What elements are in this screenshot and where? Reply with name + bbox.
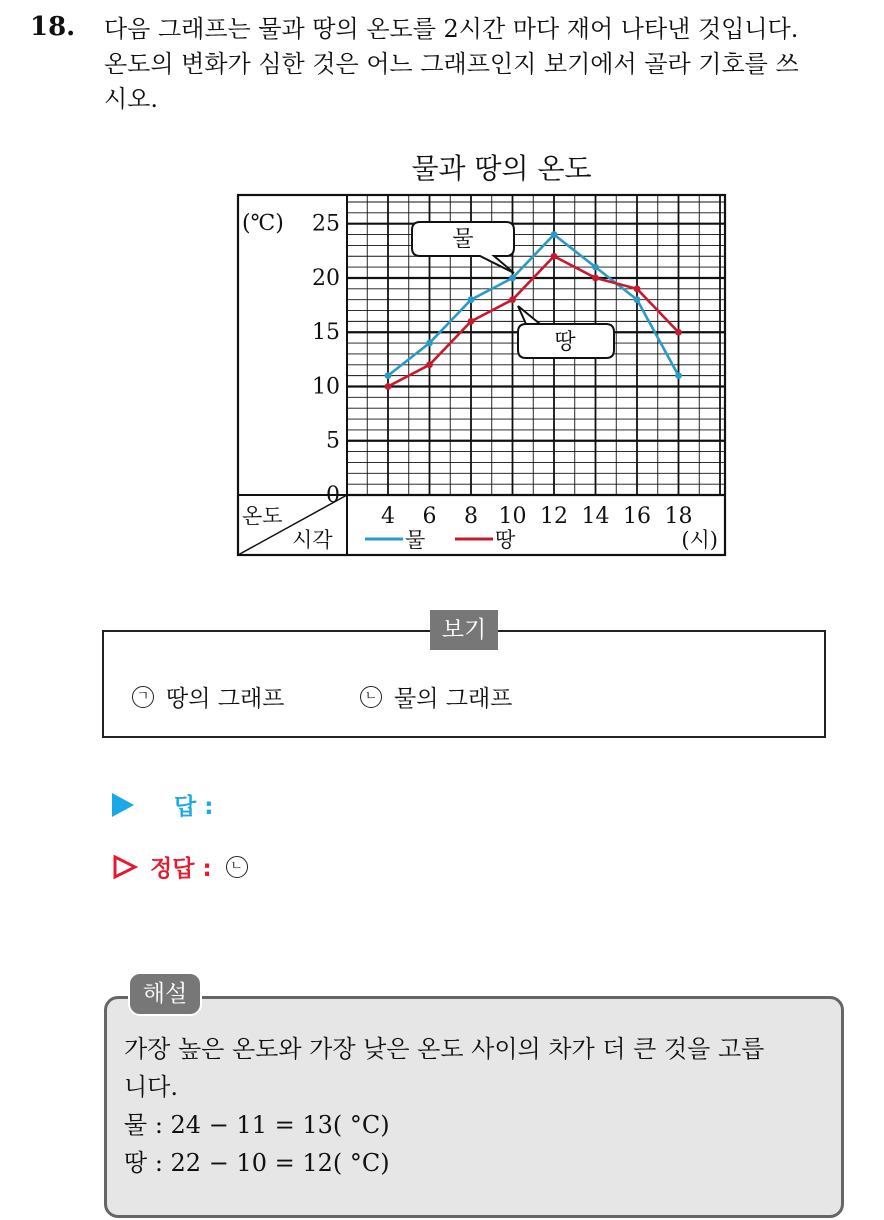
correct-answer-value: ㄴ	[226, 856, 248, 878]
choice-symbol: ㄴ	[360, 686, 382, 708]
question-line: 다음 그래프는 물과 땅의 온도를 2시간 마다 재어 나타낸 것입니다.	[104, 15, 799, 43]
data-point	[426, 361, 433, 368]
x-tick-label: 8	[464, 504, 478, 529]
x-unit-label: (시)	[681, 528, 718, 552]
data-point	[675, 372, 682, 379]
explanation-title: 해설	[128, 972, 202, 1016]
data-point	[468, 296, 475, 303]
choice-text: 땅의 그래프	[166, 686, 285, 712]
data-point	[675, 329, 682, 336]
explanation-text	[124, 1030, 834, 1182]
data-point	[509, 296, 516, 303]
y-tick-label: 0	[326, 483, 340, 508]
y-tick-label: 15	[312, 320, 340, 346]
chart-title: 물과 땅의 온도	[411, 152, 592, 185]
play-triangle-icon	[112, 793, 134, 817]
data-point	[385, 372, 392, 379]
y-tick-label: 10	[312, 374, 340, 400]
data-point	[592, 275, 599, 282]
answer-row	[112, 788, 213, 821]
data-point	[551, 253, 558, 260]
data-point	[551, 231, 558, 238]
y-unit-label: (℃)	[242, 211, 284, 236]
explanation-line: 가장 높은 온도와 가장 낮은 온도 사이의 차가 더 큰 것을 고릅	[124, 1035, 765, 1063]
x-tick-label: 16	[623, 504, 651, 529]
callout-label: 땅	[554, 330, 576, 355]
data-point	[592, 264, 599, 271]
correct-answer-label: 정답 :	[150, 856, 212, 882]
y-tick-label: 5	[326, 428, 340, 454]
x-tick-label: 10	[498, 504, 527, 529]
x-tick-label: 6	[422, 504, 437, 529]
legend-label: 물	[405, 528, 426, 552]
question-line: 시오.	[104, 85, 158, 113]
x-tick-label: 12	[540, 504, 568, 529]
callout-label: 물	[452, 227, 474, 252]
x-tick-label: 18	[664, 504, 693, 529]
temperature-line-chart	[230, 140, 750, 570]
choices-title: 보기	[430, 610, 498, 650]
choice-item-b[interactable]	[360, 680, 512, 713]
question-line: 온도의 변화가 심한 것은 어느 그래프인지 보기에서 골라 기호를 쓰	[104, 50, 799, 78]
y-tick-label: 20	[312, 265, 340, 291]
outline-triangle-icon	[112, 854, 138, 880]
data-point	[468, 318, 475, 325]
choice-item-a[interactable]	[132, 680, 284, 713]
y-tick-label: 25	[312, 211, 340, 237]
explanation-line: 땅 : 22 − 10 = 12( °C)	[124, 1149, 390, 1177]
corner-label-top: 온도	[242, 504, 283, 528]
choice-symbol: ㄱ	[132, 686, 154, 708]
question-number: 18.	[30, 12, 76, 42]
x-tick-label: 4	[381, 504, 395, 529]
explanation-line: 물 : 24 − 11 = 13( °C)	[124, 1111, 390, 1139]
data-point	[509, 275, 516, 282]
correct-answer-row	[112, 850, 260, 883]
x-tick-label: 14	[581, 504, 610, 529]
explanation-line: 니다.	[124, 1073, 178, 1101]
data-point	[634, 296, 641, 303]
question-text	[104, 12, 864, 117]
data-point	[426, 340, 433, 347]
data-point	[634, 285, 641, 292]
choice-text: 물의 그래프	[394, 686, 513, 712]
corner-label-bottom: 시각	[292, 528, 333, 552]
data-point	[385, 383, 392, 390]
legend-label: 땅	[495, 528, 516, 552]
answer-label: 답 :	[174, 794, 214, 820]
